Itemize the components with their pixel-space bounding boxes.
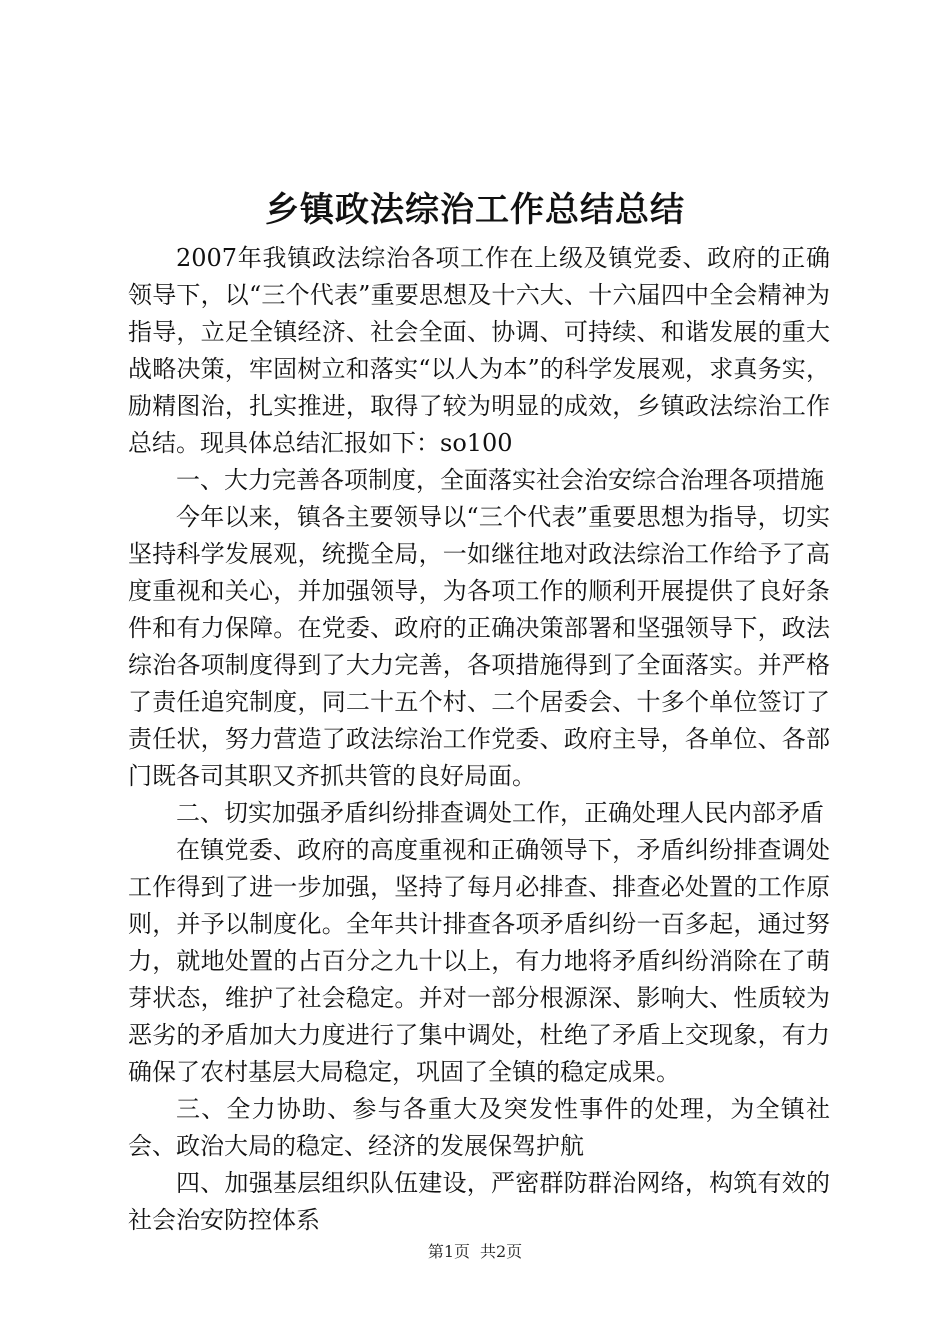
page-footer bbox=[0, 1241, 950, 1263]
document-body bbox=[128, 240, 830, 1239]
document-title: 乡镇政法综治工作总结总结 bbox=[265, 190, 685, 230]
section-heading-4: 四、加强基层组织队伍建设，严密群防群治网络，构筑有效的社会治安防控体系 bbox=[128, 1169, 830, 1234]
page-number-total: 共2页 bbox=[480, 1242, 523, 1261]
section-heading-3: 三、全力协助、参与各重大及突发性事件的处理，为全镇社会、政治大局的稳定、经济的发展保驾护航 bbox=[128, 1095, 830, 1160]
section-heading-1: 一、大力完善各项制度，全面落实社会治安综合治理各项措施 bbox=[176, 466, 824, 494]
section-heading-2: 二、切实加强矛盾纠纷排查调处工作，正确处理人民内部矛盾 bbox=[176, 799, 824, 827]
intro-paragraph: 2007年我镇政法综治各项工作在上级及镇党委、政府的正确领导下，以“三个代表”重要思想及十六大、十六届四中全会精神为指导，立足全镇经济、社会全面、协调、可持续、和谐发展的重大战略决策，牢固树立和落实“以人为本”的科学发展观，求真务实，励精图治，扎实推进，取得了较为明显的成效，乡镇政法综治工作总结。现具体总结汇报如下：so100 bbox=[128, 244, 830, 457]
page-number-current: 第1页 bbox=[427, 1242, 470, 1261]
section-paragraph-1: 今年以来，镇各主要领导以“三个代表”重要思想为指导，切实坚持科学发展观，统揽全局，一如继往地对政法综治工作给予了高度重视和关心，并加强领导，为各项工作的顺利开展提供了良好条件和有力保障。在党委、政府的正确决策部署和坚强领导下，政法综治各项制度得到了大力完善，各项措施得到了全面落实。并严格了责任追究制度，同二十五个村、二个居委会、十多个单位签订了责任状，努力营造了政法综治工作党委、政府主导，各单位、各部门既各司其职又齐抓共管的良好局面。 bbox=[128, 503, 830, 790]
section-paragraph-2: 在镇党委、政府的高度重视和正确领导下，矛盾纠纷排查调处工作得到了进一步加强，坚持了每月必排查、排查必处置的工作原则，并予以制度化。全年共计排查各项矛盾纠纷一百多起，通过努力，就地处置的占百分之九十以上，有力地将矛盾纠纷消除在了萌芽状态，维护了社会稳定。并对一部分根源深、影响大、性质较为恶劣的矛盾加大力度进行了集中调处，杜绝了矛盾上交现象，有力确保了农村基层大局稳定，巩固了全镇的稳定成果。 bbox=[128, 836, 830, 1086]
